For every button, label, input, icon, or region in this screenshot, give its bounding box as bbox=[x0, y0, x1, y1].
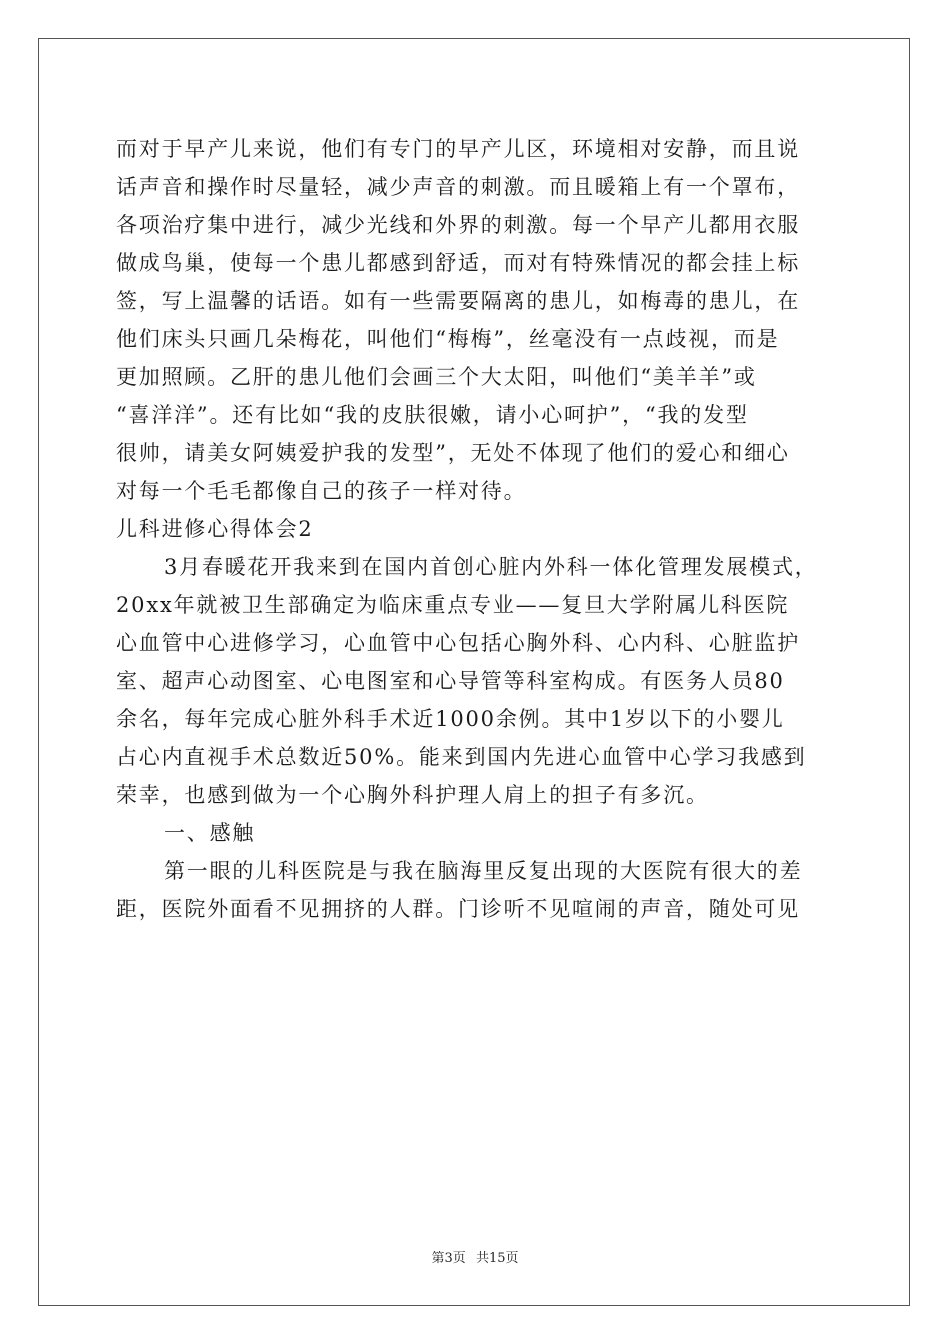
page-footer bbox=[0, 1250, 950, 1268]
text-line: 对每一个毛毛都像自己的孩子一样对待。 bbox=[116, 479, 527, 503]
page-number-current: 第3页 bbox=[431, 1251, 466, 1266]
text-line: 荣幸，也感到做为一个心胸外科护理人肩上的担子有多沉。 bbox=[116, 783, 709, 807]
text-line: 距，医院外面看不见拥挤的人群。门诊听不见喧闹的声音，随处可见 bbox=[116, 897, 800, 921]
text-line: 室、超声心动图室、心电图室和心导管等科室构成。有医务人员80 bbox=[116, 669, 785, 693]
section-heading: 儿科进修心得体会2 bbox=[116, 517, 314, 541]
text-line: 签，写上温馨的话语。如有一些需要隔离的患儿，如梅毒的患儿，在 bbox=[116, 289, 800, 313]
text-line: 各项治疗集中进行，减少光线和外界的刺激。每一个早产儿都用衣服 bbox=[116, 213, 800, 237]
text-line: “喜洋洋”。还有比如“我的皮肤很嫩，请小心呵护”，“我的发型 bbox=[116, 403, 749, 427]
text-line: 余名，每年完成心脏外科手术近1000余例。其中1岁以下的小婴儿 bbox=[116, 707, 785, 731]
text-line: 他们床头只画几朵梅花，叫他们“梅梅”，丝毫没有一点歧视，而是 bbox=[116, 327, 780, 351]
page-number-total: 共15页 bbox=[475, 1251, 519, 1266]
text-line: 很帅，请美女阿姨爱护我的发型”，无处不体现了他们的爱心和细心 bbox=[116, 441, 790, 465]
subsection-heading: 一、感触 bbox=[164, 821, 256, 845]
text-line: 占心内直视手术总数近50%。能来到国内先进心血管中心学习我感到 bbox=[116, 745, 807, 769]
text-line: 做成鸟巢，使每一个患儿都感到舒适，而对有特殊情况的都会挂上标 bbox=[116, 251, 800, 275]
text-line: 第一眼的儿科医院是与我在脑海里反复出现的大医院有很大的差 bbox=[164, 859, 803, 883]
text-line: 3月春暖花开我来到在国内首创心脏内外科一体化管理发展模式， bbox=[164, 555, 818, 579]
text-line: 更加照顾。乙肝的患儿他们会画三个大太阳，叫他们“美羊羊”或 bbox=[116, 365, 757, 389]
text-line: 心血管中心进修学习，心血管中心包括心胸外科、心内科、心脏监护 bbox=[116, 631, 800, 655]
text-line: 话声音和操作时尽量轻，减少声音的刺激。而且暖箱上有一个罩布， bbox=[116, 175, 800, 199]
text-line: 20xx年就被卫生部确定为临床重点专业——复旦大学附属儿科医院 bbox=[116, 593, 790, 617]
text-line: 而对于早产儿来说，他们有专门的早产儿区，环境相对安静，而且说 bbox=[116, 137, 800, 161]
document-body bbox=[116, 130, 836, 928]
